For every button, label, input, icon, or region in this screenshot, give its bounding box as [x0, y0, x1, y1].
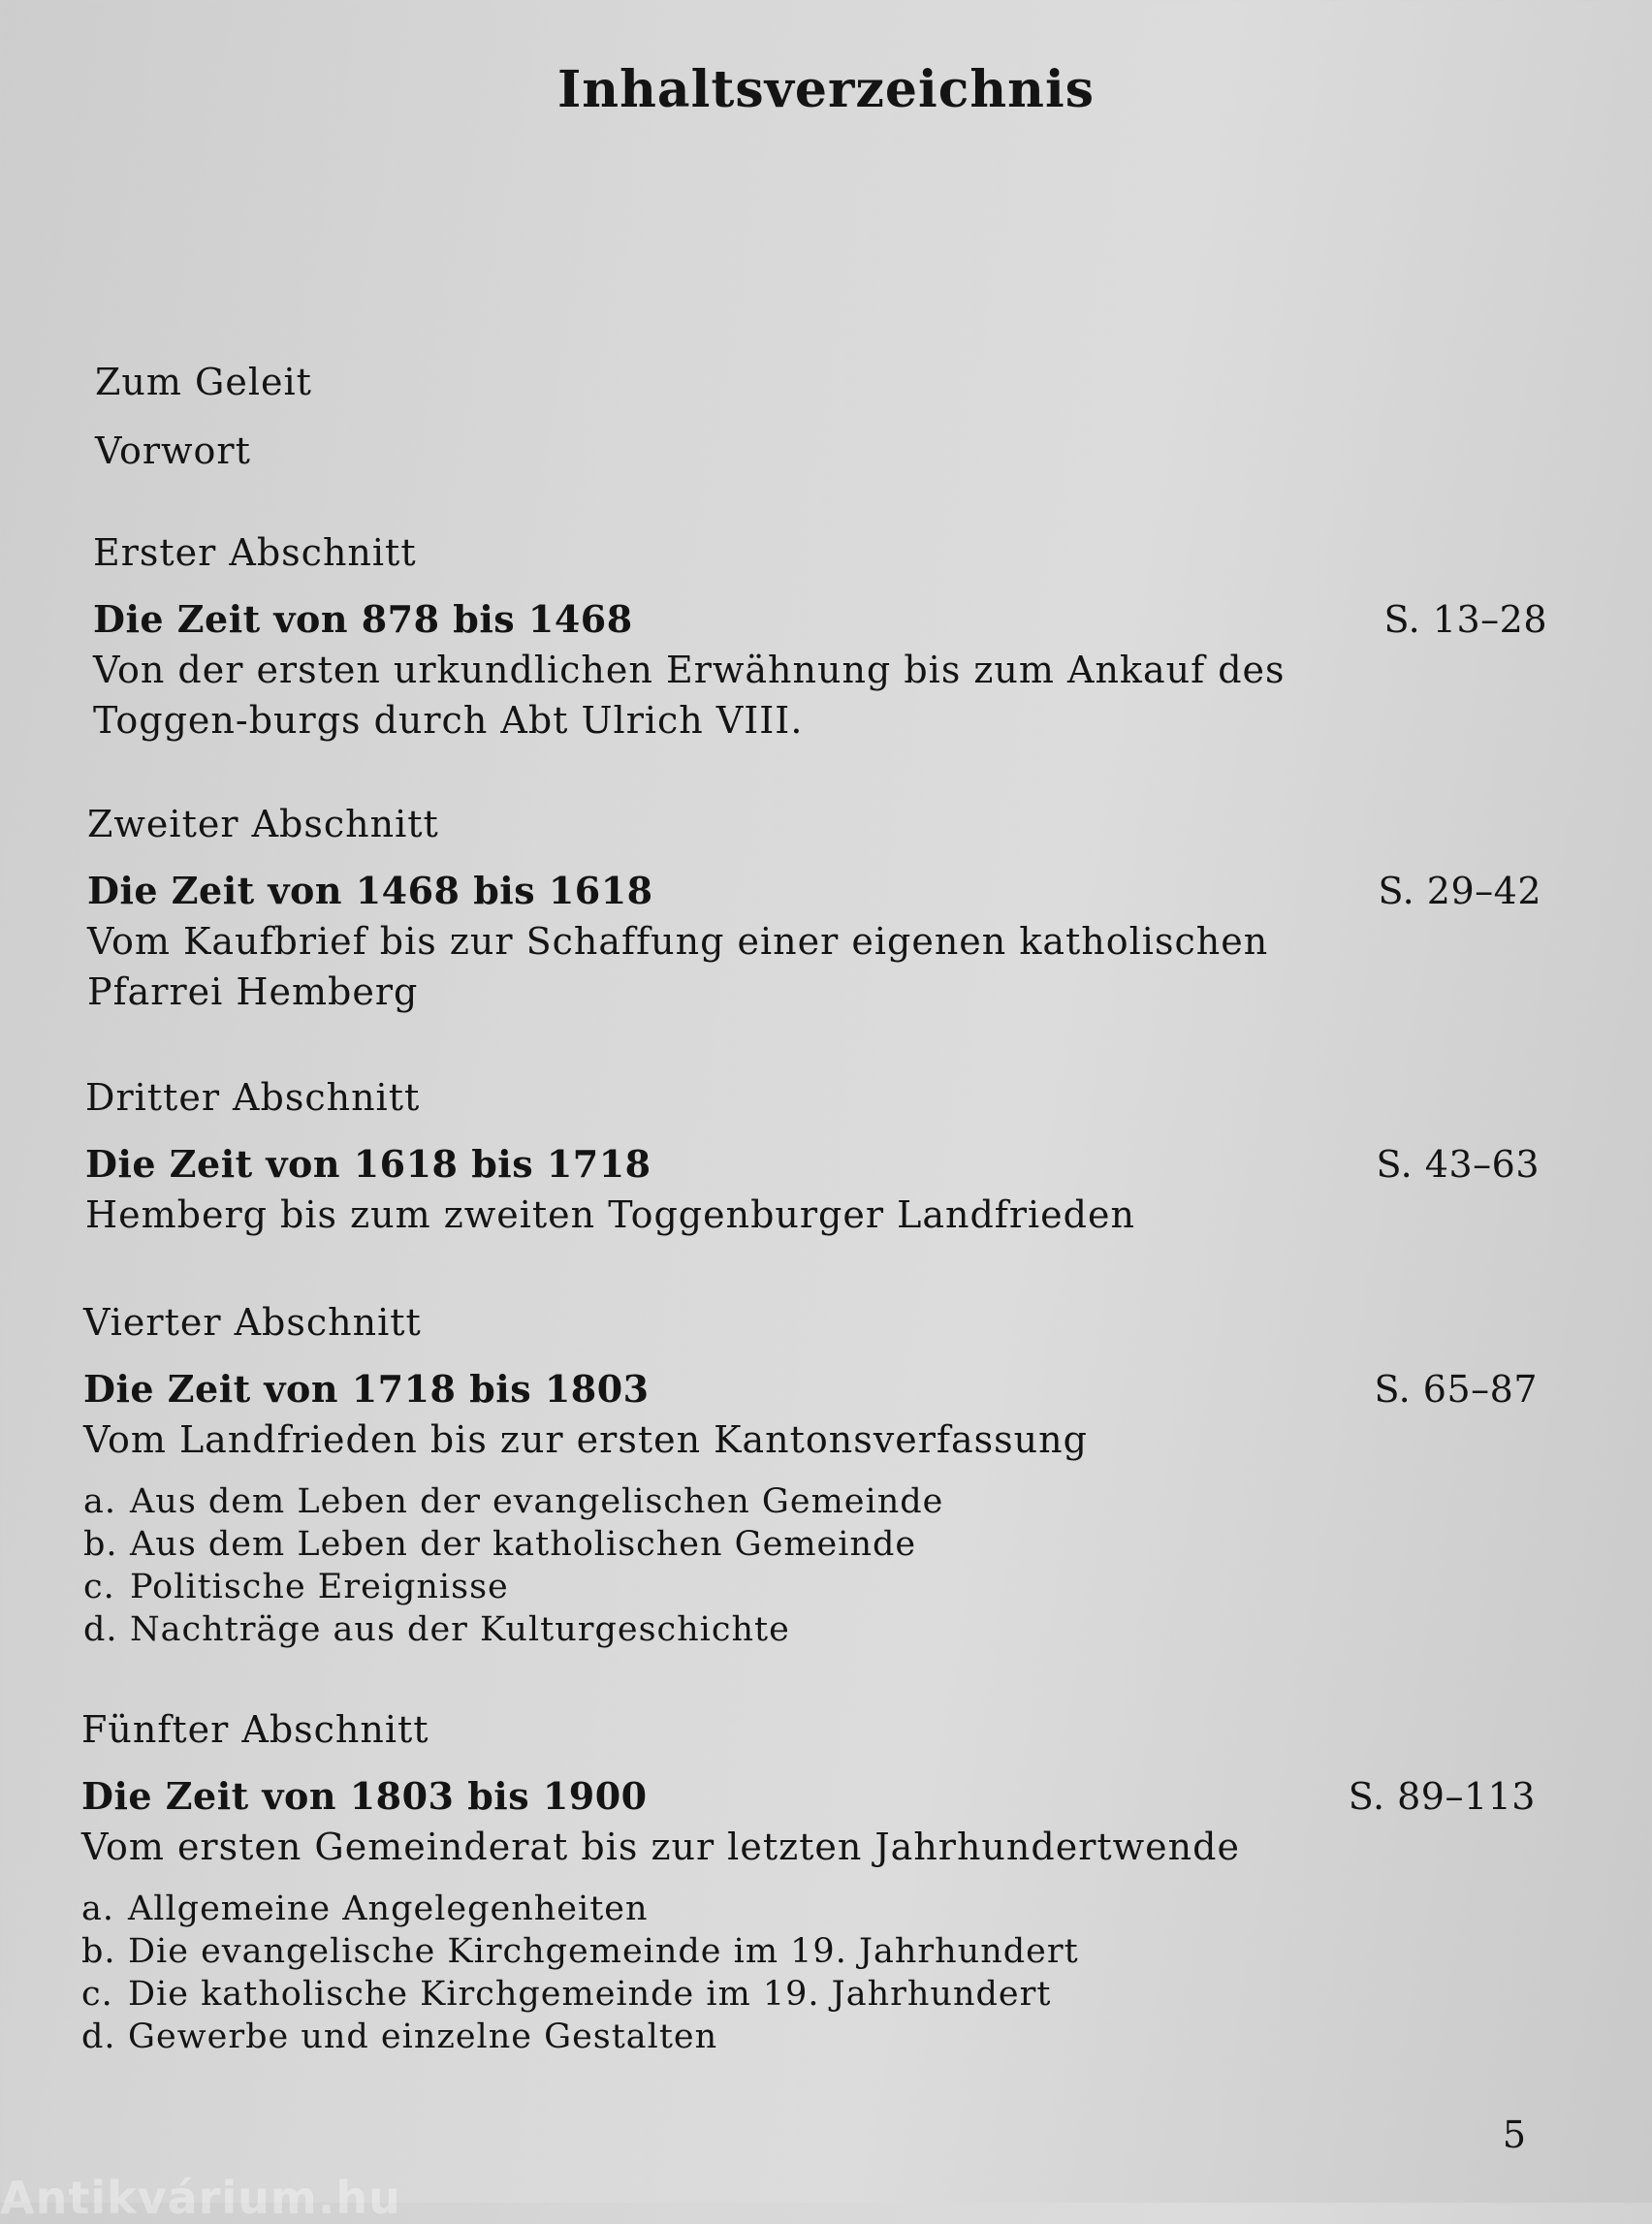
- toc-section-3: [85, 1076, 1540, 1240]
- list-item: b. Die evangelische Kirchgemeinde im 19. Jahrhundert: [81, 1932, 1079, 1971]
- list-item: a. Aus dem Leben der evangelischen Gemeinde: [83, 1482, 944, 1521]
- toc-section-4: [83, 1301, 1538, 1651]
- section-label: Dritter Abschnitt: [85, 1076, 421, 1119]
- list-item: c. Die katholische Kirchgemeinde im 19. Jahrhundert: [81, 1975, 1052, 2014]
- toc-section-1: [93, 531, 1547, 746]
- list-item: b. Aus dem Leben der katholischen Gemeinde: [83, 1525, 917, 1564]
- section-title: Die Zeit von 1618 bis 1718: [85, 1142, 651, 1186]
- subsection-list: [83, 1480, 1538, 1651]
- section-subtitle: Vom ersten Gemeinderat bis zur letzten Jahrhundertwende: [81, 1826, 1240, 1868]
- section-subtitle: Vom Landfrieden bis zur ersten Kantonsverfassung: [83, 1418, 1088, 1461]
- page-title: Inhaltsverzeichnis: [556, 60, 1096, 119]
- list-item: d. Gewerbe und einzelne Gestalten: [81, 2017, 718, 2056]
- toc-entry-geleit: Zum Geleit: [95, 361, 312, 403]
- list-item: d. Nachträge aus der Kulturgeschichte: [83, 1610, 790, 1649]
- section-label: Erster Abschnitt: [93, 531, 417, 574]
- watermark: Antikvárium.hu: [0, 2172, 401, 2224]
- section-title: Die Zeit von 1803 bis 1900: [81, 1774, 648, 1818]
- page-number: 5: [1502, 2113, 1526, 2156]
- list-item: a. Allgemeine Angelegenheiten: [81, 1890, 649, 1928]
- section-title: Die Zeit von 1718 bis 1803: [83, 1367, 650, 1411]
- list-item: c. Politische Ereignisse: [83, 1568, 509, 1606]
- section-label: Fünfter Abschnitt: [81, 1708, 429, 1751]
- section-title: Die Zeit von 1468 bis 1618: [87, 869, 653, 912]
- page-range: S. 65–87: [1374, 1368, 1538, 1411]
- page-range: S. 89–113: [1348, 1775, 1536, 1818]
- toc-section-5: [81, 1708, 1536, 2058]
- section-title: Die Zeit von 878 bis 1468: [93, 597, 633, 641]
- section-subtitle: Von der ersten urkundlichen Erwähnung bis zum Ankauf des Toggen-burgs durch Abt Ulrich VIII.: [93, 649, 1286, 742]
- page-range: S. 29–42: [1378, 870, 1541, 912]
- page-range: S. 13–28: [1383, 598, 1547, 641]
- toc-section-2: [87, 803, 1541, 1017]
- subsection-list: [81, 1888, 1536, 2058]
- section-subtitle: Hemberg bis zum zweiten Toggenburger Landfrieden: [85, 1193, 1135, 1236]
- section-label: Vierter Abschnitt: [83, 1301, 422, 1344]
- page-range: S. 43–63: [1376, 1143, 1540, 1186]
- section-label: Zweiter Abschnitt: [87, 803, 439, 845]
- toc-entry-vorwort: Vorwort: [95, 429, 251, 472]
- section-subtitle: Vom Kaufbrief bis zur Schaffung einer eigenen katholischen Pfarrei Hemberg: [87, 920, 1269, 1013]
